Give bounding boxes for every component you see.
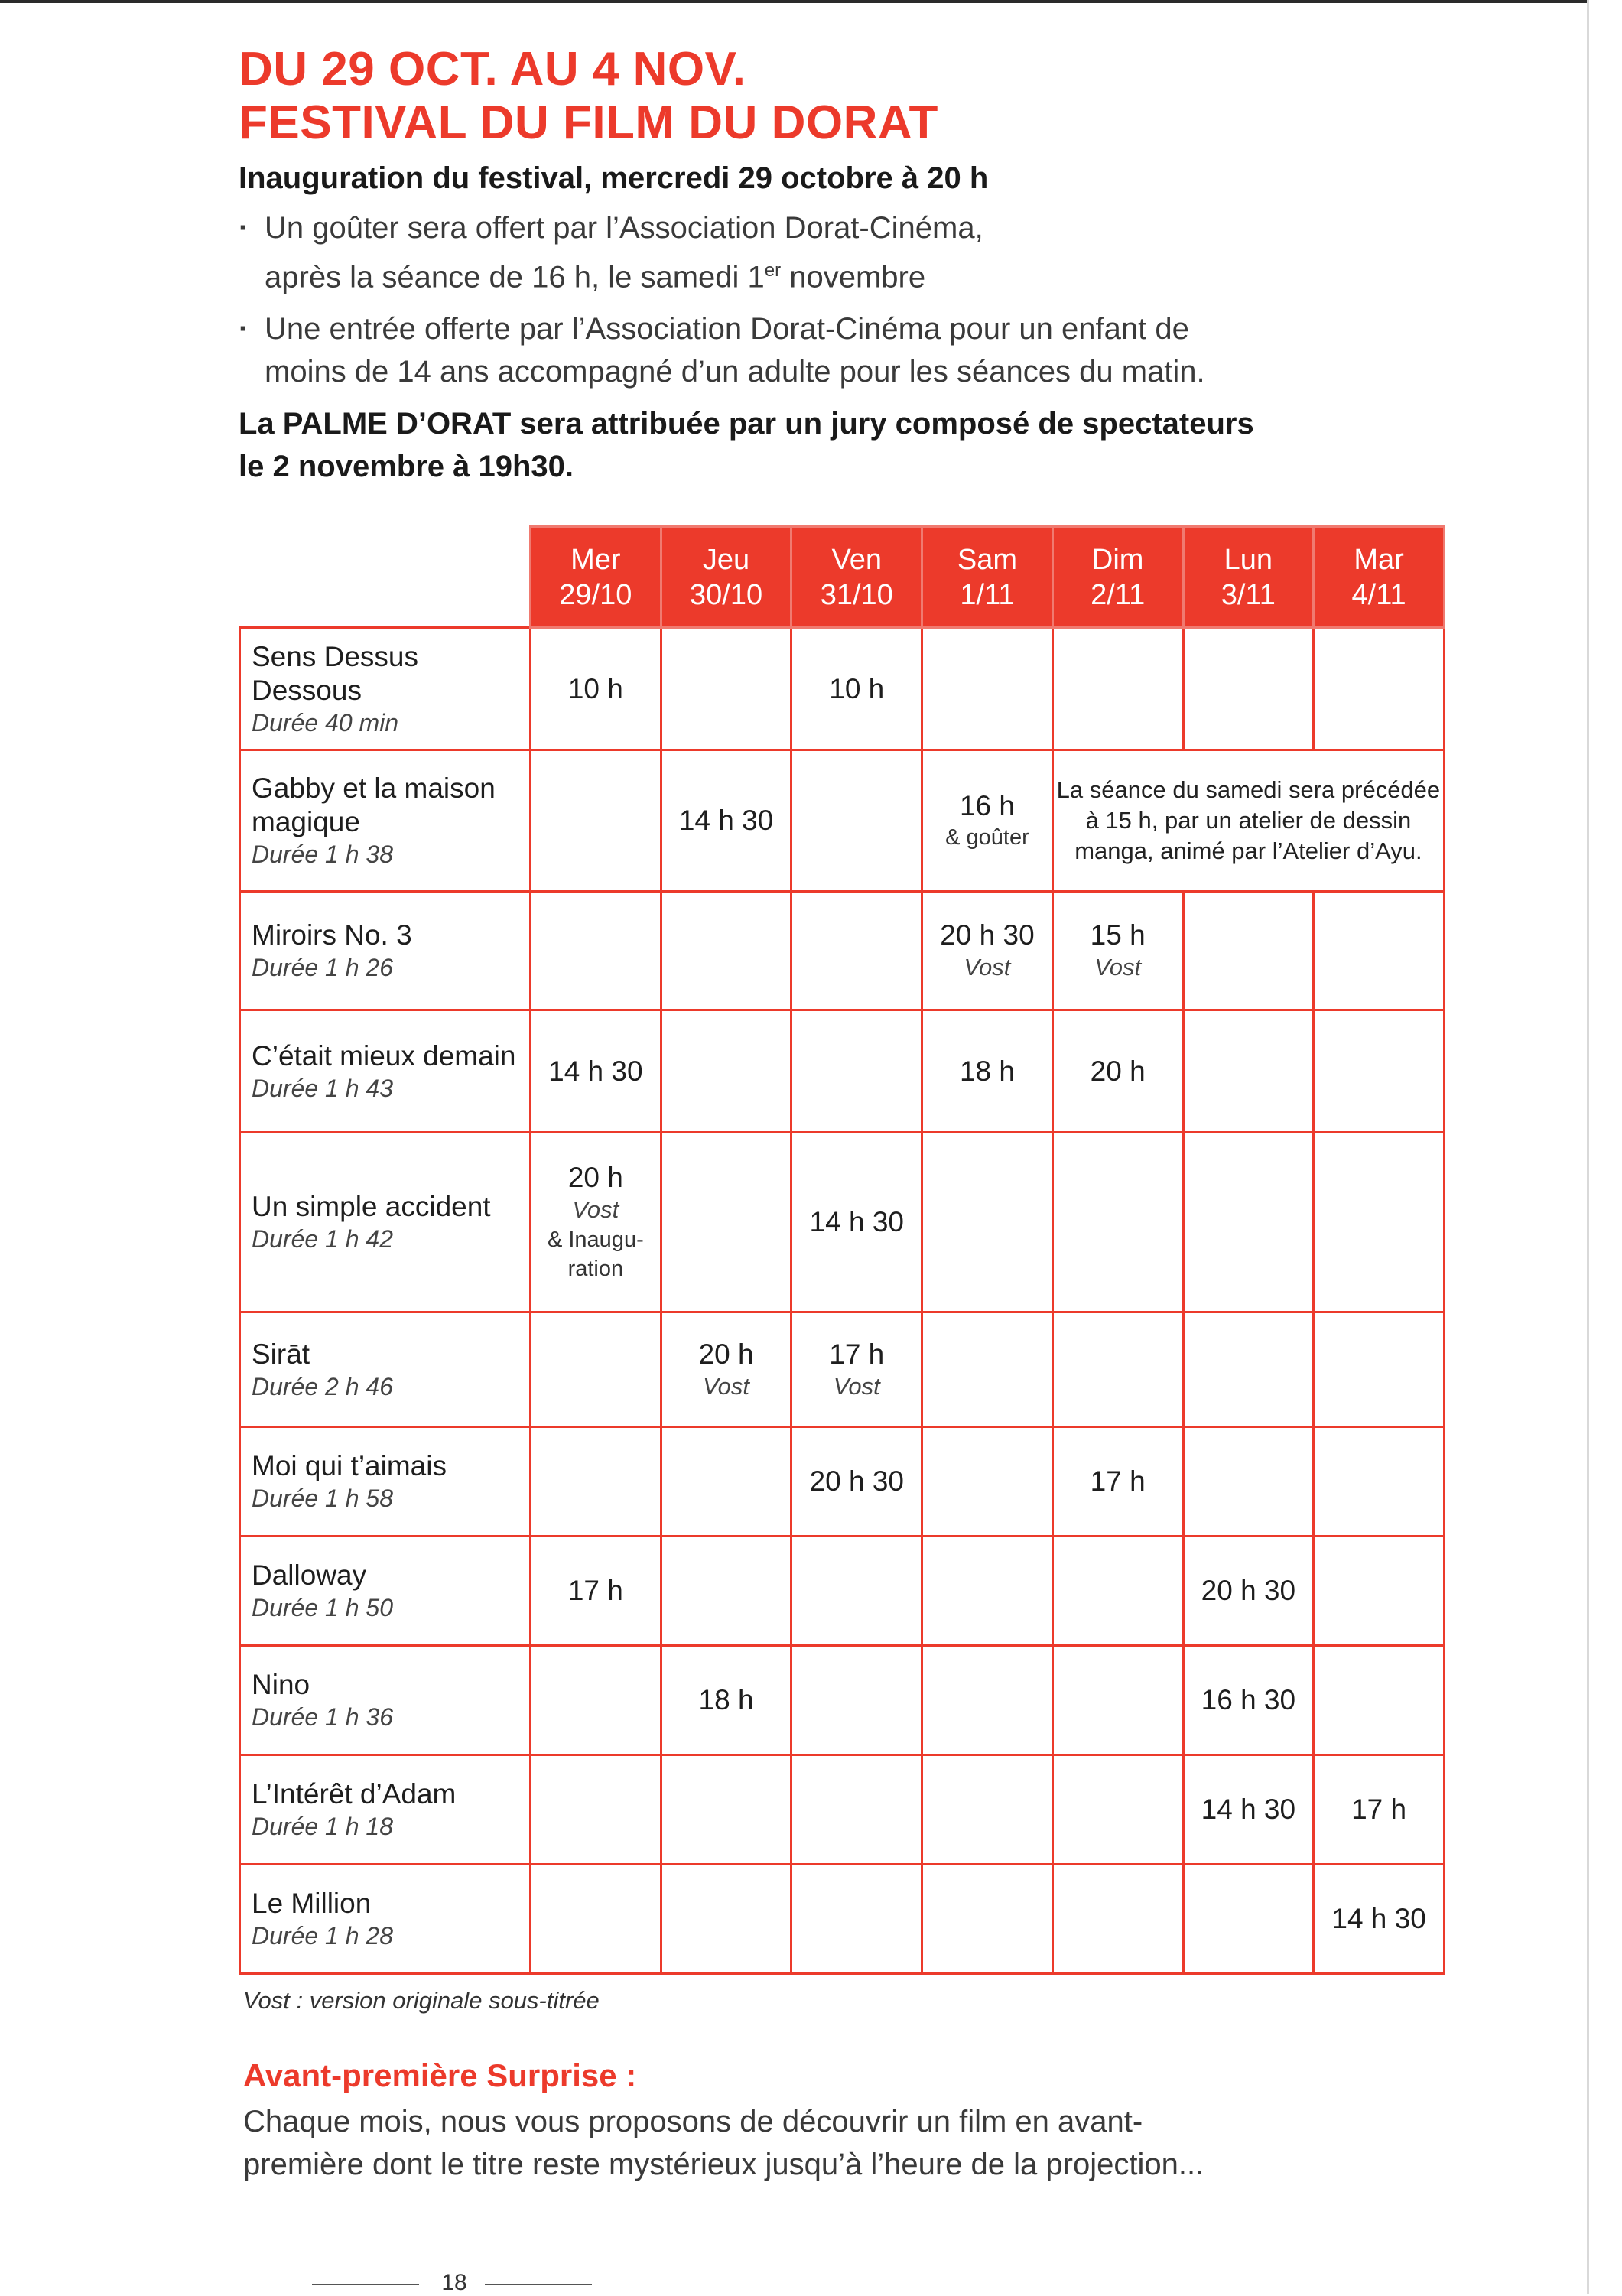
showtime-extra: & Inaugu-ration [547, 1228, 644, 1281]
showtime-cell [1314, 1133, 1445, 1312]
page-footer [312, 2270, 595, 2295]
film-title: Dalloway [252, 1559, 367, 1591]
palme-dorat-text [239, 402, 1462, 488]
showtime-cell [661, 628, 791, 750]
showtime-cell [661, 1865, 791, 1974]
header-corner [240, 527, 531, 628]
showtime-cell [661, 1537, 791, 1646]
showtime-cell [1183, 892, 1314, 1010]
screening-schedule-table [239, 525, 1445, 1975]
film-info [240, 1537, 531, 1646]
showtime-vost: Vost [1094, 954, 1142, 981]
showtime-cell [922, 892, 1053, 1010]
showtime-cell [531, 1646, 661, 1755]
showtime: 17 h [1351, 1794, 1407, 1825]
showtime-cell [1314, 1646, 1445, 1755]
showtime-cell [1183, 1537, 1314, 1646]
showtime-cell [1183, 1010, 1314, 1133]
showtime-cell [1052, 1537, 1183, 1646]
film-duration: Durée 1 h 58 [252, 1485, 394, 1512]
film-info [240, 1427, 531, 1537]
film-row [240, 1646, 1445, 1755]
showtime-cell [661, 892, 791, 1010]
showtime-cell [791, 1865, 922, 1974]
showtime-cell [791, 628, 922, 750]
showtime-cell [922, 1537, 1053, 1646]
showtime: 10 h [567, 672, 623, 704]
showtime-cell [661, 750, 791, 892]
showtime-cell [531, 750, 661, 892]
showtime-cell [922, 1133, 1053, 1312]
showtime-cell [531, 1133, 661, 1312]
showtime-cell [1314, 1537, 1445, 1646]
showtime-cell [791, 1312, 922, 1427]
film-row [240, 1312, 1445, 1427]
showtime-cell [1314, 1755, 1445, 1865]
film-duration: Durée 2 h 46 [252, 1372, 394, 1400]
film-row [240, 1133, 1445, 1312]
film-info [240, 628, 531, 750]
day-header: Mar 4/11 [1314, 527, 1445, 628]
showtime: 20 h [698, 1338, 754, 1370]
avant-premiere-text [243, 2100, 1467, 2186]
film-duration: Durée 1 h 18 [252, 1813, 394, 1840]
showtime-cell [661, 1646, 791, 1755]
film-row [240, 1865, 1445, 1974]
showtime: 14 h 30 [1331, 1903, 1426, 1934]
film-title: Nino [252, 1669, 310, 1700]
showtime-cell [1052, 1010, 1183, 1133]
showtime-cell [922, 1865, 1053, 1974]
showtime-cell [1314, 892, 1445, 1010]
film-info [240, 1755, 531, 1865]
bullet-entree [239, 307, 1462, 393]
showtime-cell [531, 1537, 661, 1646]
footer-rule-left [312, 2284, 419, 2285]
bullet-gouter [239, 207, 1462, 298]
showtime-cell [661, 1010, 791, 1133]
showtime: 18 h [959, 1055, 1015, 1087]
showtime: 20 h [567, 1162, 623, 1193]
film-info [240, 1312, 531, 1427]
showtime-cell [1314, 1865, 1445, 1974]
showtime-cell [791, 1755, 922, 1865]
bullet-gouter-line1: · Un goûter sera offert par l’Association Dorat-Cinéma, [265, 211, 983, 245]
showtime-cell [531, 1010, 661, 1133]
showtime-cell [922, 1427, 1053, 1537]
showtime-vost: Vost [572, 1196, 619, 1223]
showtime: 20 h 30 [940, 919, 1035, 951]
film-title: Gabby et la maison magique [252, 772, 496, 837]
festival-bullets [239, 207, 1462, 393]
showtime-cell [922, 1646, 1053, 1755]
film-info [240, 892, 531, 1010]
day-header: Lun 3/11 [1183, 527, 1314, 628]
bullet-gouter-line2-post: novembre [781, 260, 926, 294]
film-duration: Durée 1 h 36 [252, 1703, 394, 1731]
festival-title [239, 43, 1462, 150]
showtime: 17 h [1090, 1465, 1146, 1497]
showtime-cell [791, 1537, 922, 1646]
film-duration: Durée 40 min [252, 708, 399, 737]
showtime: 15 h [1090, 919, 1146, 951]
showtime: 16 h 30 [1201, 1684, 1296, 1715]
bullet-gouter-line2-pre: après la séance de 16 h, le samedi 1 [265, 260, 765, 294]
film-title: Miroirs No. 3 [252, 919, 412, 951]
festival-header [239, 43, 1462, 488]
inauguration-line: Inauguration du festival, mercredi 29 octobre à 20 h [239, 161, 989, 195]
showtime-vost: Vost [833, 1372, 880, 1400]
showtime-cell [1314, 1312, 1445, 1427]
showtime: 20 h 30 [809, 1465, 904, 1497]
showtime-cell [531, 1312, 661, 1427]
film-info [240, 750, 531, 892]
showtime: 17 h [567, 1575, 623, 1606]
film-title: Le Million [252, 1888, 372, 1919]
film-row [240, 750, 1445, 892]
atelier-manga-note: La séance du samedi sera précédée à 15 h, par un atelier de dessin manga, animé par l’Atelier d’Ayu. [1052, 750, 1444, 892]
film-row [240, 1010, 1445, 1133]
showtime-cell [1314, 1010, 1445, 1133]
showtime-cell [661, 1755, 791, 1865]
day-header-row [240, 527, 1445, 628]
film-row [240, 1537, 1445, 1646]
showtime-cell [791, 1646, 922, 1755]
showtime: 14 h 30 [1201, 1794, 1296, 1825]
film-duration: Durée 1 h 28 [252, 1922, 394, 1950]
showtime-cell [531, 1755, 661, 1865]
showtime-extra: & goûter [945, 825, 1029, 850]
film-title: L’Intérêt d’Adam [252, 1778, 457, 1810]
showtime-cell [922, 1312, 1053, 1427]
showtime-cell [791, 1427, 922, 1537]
footer-rule-right [485, 2284, 592, 2285]
bullet-gouter-line2 [265, 249, 1462, 298]
film-info [240, 1010, 531, 1133]
showtime-cell [1052, 1427, 1183, 1537]
film-info [240, 1646, 531, 1755]
showtime-cell [922, 750, 1053, 892]
showtime: 14 h 30 [548, 1055, 643, 1087]
film-row [240, 1427, 1445, 1537]
showtime-cell [531, 1865, 661, 1974]
showtime: 18 h [698, 1684, 754, 1715]
avant-premiere-title: Avant-première Surprise : [243, 2057, 637, 2093]
ordinal-superscript: er [764, 260, 782, 281]
palme-line1: La PALME D’ORAT sera attribuée par un jury composé de spectateurs [239, 407, 1254, 441]
title-festival-name: FESTIVAL DU FILM DU DORAT [239, 96, 938, 149]
film-duration: Durée 1 h 26 [252, 954, 394, 981]
showtime-cell [922, 1755, 1053, 1865]
showtime-cell [531, 1427, 661, 1537]
showtime-cell [531, 628, 661, 750]
showtime-cell [1052, 628, 1183, 750]
film-title: Sirāt [252, 1338, 310, 1370]
title-dates: DU 29 OCT. AU 4 NOV. [239, 43, 746, 96]
film-title: Sens Dessus Dessous [252, 640, 418, 706]
film-row [240, 1755, 1445, 1865]
showtime: 14 h 30 [678, 805, 774, 836]
showtime-cell [661, 1312, 791, 1427]
showtime: 20 h 30 [1201, 1575, 1296, 1606]
film-row [240, 892, 1445, 1010]
film-duration: Durée 1 h 43 [252, 1074, 394, 1102]
day-header: Dim 2/11 [1052, 527, 1183, 628]
showtime-cell [1052, 1865, 1183, 1974]
palme-line2: le 2 novembre à 19h30. [239, 450, 574, 484]
page-edge-line [1587, 0, 1589, 2294]
film-duration: Durée 1 h 38 [252, 841, 394, 868]
showtime: 20 h [1090, 1055, 1146, 1087]
showtime-cell [1183, 1646, 1314, 1755]
film-duration: Durée 1 h 42 [252, 1225, 394, 1253]
bullet-entree-line1: · Une entrée offerte par l’Association Dorat-Cinéma pour un enfant de [265, 312, 1189, 346]
film-row [240, 628, 1445, 750]
showtime-cell [1052, 892, 1183, 1010]
showtime-cell [661, 1133, 791, 1312]
showtime-cell [661, 1427, 791, 1537]
showtime: 14 h 30 [809, 1206, 904, 1237]
showtime-cell [1314, 628, 1445, 750]
showtime-cell [791, 750, 922, 892]
day-header: Sam 1/11 [922, 527, 1053, 628]
showtime-cell [1183, 1312, 1314, 1427]
showtime-cell [1052, 1646, 1183, 1755]
showtime-cell [922, 628, 1053, 750]
showtime-cell [791, 1010, 922, 1133]
showtime: 10 h [829, 672, 885, 704]
top-border-line [0, 0, 1587, 3]
avant-premiere-line2: première dont le titre reste mystérieux jusqu’à l’heure de la projection... [243, 2148, 1204, 2181]
vost-legend: Vost : version originale sous-titrée [243, 1987, 600, 2014]
showtime-cell [791, 892, 922, 1010]
showtime-cell [1183, 1755, 1314, 1865]
film-duration: Durée 1 h 50 [252, 1594, 394, 1621]
showtime: 16 h [959, 790, 1015, 821]
showtime-cell [1314, 1427, 1445, 1537]
showtime-cell [1052, 1312, 1183, 1427]
showtime-cell [1052, 1133, 1183, 1312]
showtime-vost: Vost [964, 954, 1011, 981]
showtime-vost: Vost [703, 1372, 749, 1400]
showtime-cell [531, 892, 661, 1010]
film-info [240, 1133, 531, 1312]
page-number: 18 [441, 2270, 467, 2295]
day-header: Mer 29/10 [531, 527, 661, 628]
day-header: Jeu 30/10 [661, 527, 791, 628]
showtime-cell [791, 1133, 922, 1312]
showtime-cell [1183, 1865, 1314, 1974]
bullet-entree-line2: moins de 14 ans accompagné d’un adulte pour les séances du matin. [265, 355, 1205, 389]
avant-premiere-section [243, 2056, 1467, 2186]
avant-premiere-line1: Chaque mois, nous vous proposons de découvrir un film en avant- [243, 2105, 1143, 2138]
film-title: Un simple accident [252, 1191, 491, 1222]
showtime-cell [1183, 628, 1314, 750]
showtime-cell [1183, 1427, 1314, 1537]
film-title: Moi qui t’aimais [252, 1450, 447, 1481]
showtime-cell [1052, 1755, 1183, 1865]
showtime-cell [1183, 1133, 1314, 1312]
day-header: Ven 31/10 [791, 527, 922, 628]
showtime-cell [922, 1010, 1053, 1133]
film-title: C’était mieux demain [252, 1039, 516, 1072]
film-info [240, 1865, 531, 1974]
showtime: 17 h [829, 1338, 885, 1370]
